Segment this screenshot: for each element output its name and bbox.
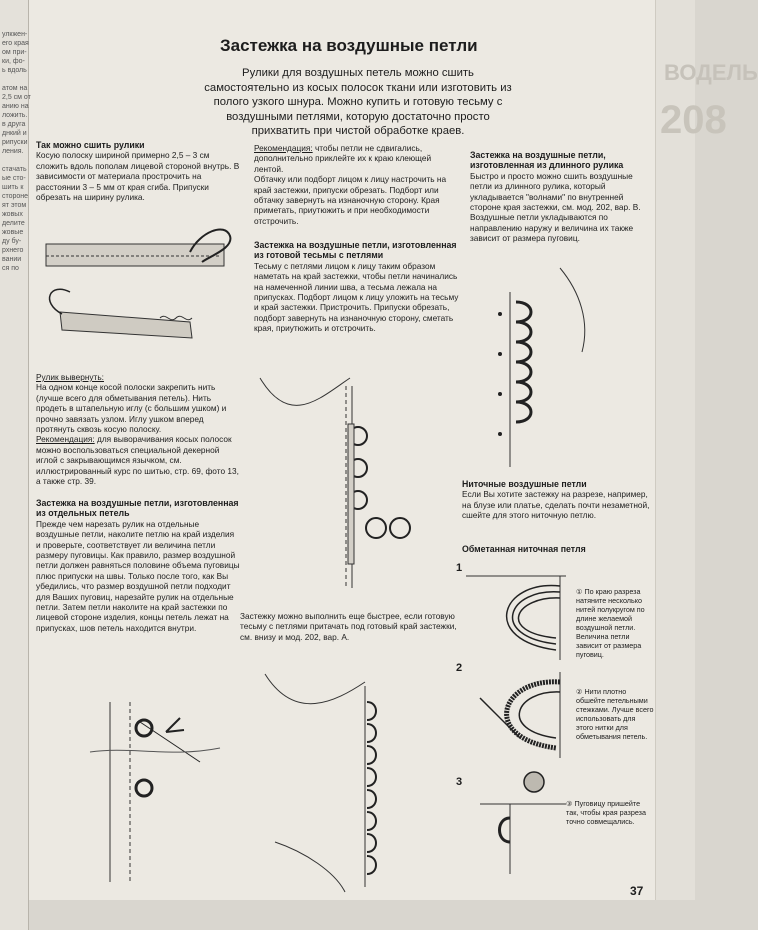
long-rouleau-section [470,150,652,244]
left-margin-line: рипуски [2,139,28,146]
step-2-text: Нити плотно обшейте петельными стежками. Лучше всего использовать для этого нитки для обметывания петель. [576,687,654,741]
step-number-1: 1 [456,562,463,574]
wave-rouleau [516,302,531,422]
tape-loops-text: Тесьму с петлями лицом к лицу таким образом наметать на край застежки, чтобы петли начинались на намеченной линии шва, а тесьма лежала на припусках. Подборт лицом к лицу уложить на тесьму и край застежки. Пристрочить. Припуски обрезать, подборт завернуть на изнаночную сторону, сметать края, приутюжить и отстрочить. [254,260,459,334]
separate-loops-illustration [80,682,250,892]
sew-rouleau-heading: Так можно сшить рулики [36,140,145,150]
thread-loops-section [462,479,654,521]
quick-tape-text: Застежку можно выполнить еще быстрее, если готовую тесьму с петлями притачать под готовый край застежки, см. внизу и мод. 202, вар. А. [240,611,457,642]
left-margin-line: в друга [2,121,26,128]
tape-loops-heading: Застежка на воздушные петли, изготовленная из готовой тесьмы с петлями [254,240,457,261]
turn-rouleau-heading: Рулик вывернуть: [36,372,104,382]
left-margin-line: 2,5 см от [2,94,31,101]
separate-loops-text: Прежде чем нарезать рулик на отдельные воздушные петли, наколите петлю на край изделия и проверьте, соответствует ли величина петли размеру пуговицы. Как правило, размер воздушной петли должен равняться половине объема пуговицы плюс припуски на швы. Только после того, как Вы убедились, что размер воздушной петли подходит для Ваших пуговиц, нарезайте рулик на отдельные петли. Затем петли наколите на край застежки по лицевой стороне изделия, концы петель лежат на припусках, шов петель находится внутри. [36,518,240,633]
left-margin-line [0,75,28,84]
left-margin-line: его края [2,40,29,47]
left-margin-line: вании [2,256,22,263]
ready-tape-illustration [255,662,425,894]
scissors-icon [166,718,184,732]
separate-loops-heading: Застежка на воздушные петли, изготовленная из отдельных петель [36,498,239,519]
step-1-text: По краю разреза натяните несколько нитей полукругом по длине желаемой воздушной петли. Величина петли зависит от размера пуговиц. [576,587,645,659]
page-number: 37 [630,884,644,898]
page-title: Застежка на воздушные петли [220,36,478,55]
stitched-loop-heading-wrap [462,544,654,554]
button-icon [524,772,544,792]
step-3-caption [566,799,654,826]
long-rouleau-heading: Застежка на воздушные петли, изготовленная из длинного рулика [470,150,624,171]
step-number-3: 3 [456,776,463,788]
left-margin-line [0,156,28,165]
left-margin-line: ду бу- [2,238,22,245]
left-margin-line: стачать [2,166,27,173]
tape-loops-section [254,240,459,334]
left-margin-line: ые сто- [2,175,26,182]
step-1-illustration [460,570,570,665]
left-page-edge [0,0,29,930]
left-margin-line: атом на [2,85,28,92]
recommendation-label: Рекомендация: [36,434,95,445]
fabric-strip [46,244,224,266]
tape-loops-illustration [250,368,430,598]
step-1-marker: ① [576,587,583,596]
intro-paragraph: Рулики для воздушных петель можно сшить самостоятельно из косых полосок ткани или изготовить из полого узкого шнура. Можно купить и готовую тесьму с воздушными петлями, которую достаточно просто прихватить при чистой обработке краев. [204,67,512,137]
step-2-marker: ② [576,687,583,696]
left-margin-line: днкий и [2,130,27,137]
col2-facing-text: Обтачку или подборт лицом к лицу настрочить на край застежки, припуски обрезать. Подборт или обтачку завернуть на изнаночную сторону. Края приметать, приутюжить и при необходимости отстрочить. [254,174,447,226]
sew-rouleau-section [36,140,241,202]
left-margin-line: улкжен- [2,31,28,38]
turned-rouleau [60,312,192,338]
turn-rouleau-text: На одном конце косой полоски закрепить нить (лучше всего для обметывания петель). Нить продеть в штапельную иглу (с большим ушком) и прочно завязать узлом. Иглу ушком вперед протянуть сквозь косую полоску. [36,382,227,435]
left-margin-line: ь вдоль [2,67,27,74]
step-3-illustration [470,768,573,878]
left-margin-line: стороне [2,193,29,200]
left-margin-line: ки, фо- [2,58,25,65]
long-rouleau-illustration [470,262,650,474]
recommendation-text: для выворачивания косых полосок можно воспользоваться специальной декерной иглой с закрывающимся язычком, см. иллюстрированный курс по шитью, стр. 69, фото 13, а также стр. 39. [36,434,239,487]
turn-rouleau-section [36,372,241,486]
separate-loops-section [36,498,241,633]
left-margin-line: ом при- [2,49,27,56]
step-1-caption [576,587,654,659]
col2-rec-text: чтобы петли не сдвигались, дополнительно приклейте их к краю клеющей лентой. [254,143,432,174]
left-margin-line: ся по [2,265,19,272]
thread-loops-text: Если Вы хотите застежку на разрезе, например, на блузе или платье, сделать почти незаметной, сшейте для этого ниточную петлю. [462,489,650,521]
left-margin-line: жовых [2,211,23,218]
step-3-marker: ③ [566,799,573,808]
left-margin-line: ят этом [2,202,27,209]
left-margin-line: делите [2,220,25,227]
thread-loops-heading: Ниточные воздушные петли [462,479,587,489]
right-page-edge [655,0,758,900]
left-margin-line: анию на [2,103,29,110]
stitched-loop-heading: Обметанная ниточная петля [462,544,586,554]
left-margin-line: ложить. [2,112,28,119]
step-3-text: Пуговицу пришейте так, чтобы края разреза точно совмещались. [566,799,646,826]
long-rouleau-text: Быстро и просто можно сшить воздушные петли из длинного рулика, который укладывается "волнами" по внутренней стороне края застежки, см. мод. 202, вар. В. Воздушные петли укладываются по направлению наружу и величина их также зависит от размера пуговиц. [470,170,641,244]
left-margin-line: жовые [2,229,24,236]
left-margin-line: рхнего [2,247,24,254]
side-model-number: 208 [660,98,727,142]
step-2-caption [576,687,654,741]
side-logo: ВОДЕЛЬ [664,60,758,85]
rouleau-illustration [40,222,240,352]
left-margin-line: шить к [2,184,24,191]
sew-rouleau-text: Косую полоску шириной примерно 2,5 – 3 см сложить вдоль пополам лицевой стороной внутрь. В зависимости от материала прострочить на расстоянии 3 – 5 мм от края сгиба. Припуски обрезать на ширину рулика. [36,150,240,203]
step-number-2: 2 [456,662,463,674]
step-2-illustration [460,668,570,763]
left-margin-line: ления. [2,148,24,155]
col2-rec-label: Рекомендация: [254,143,313,153]
col2-recommendation [254,143,454,226]
